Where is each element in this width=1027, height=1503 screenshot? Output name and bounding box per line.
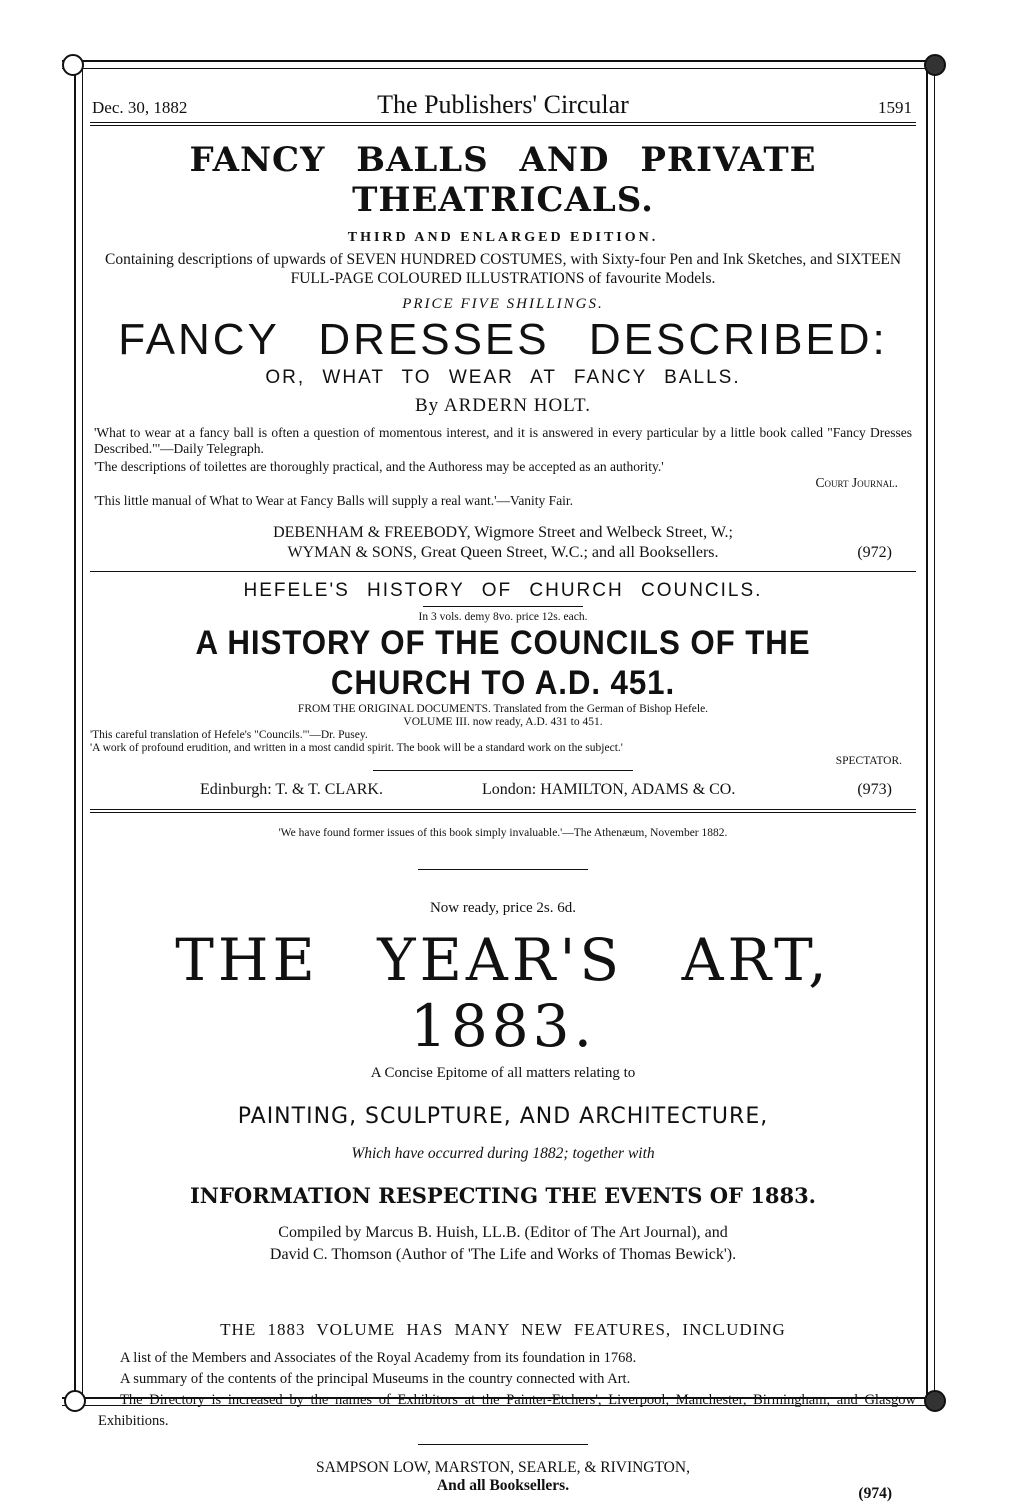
publication-title: The Publishers' Circular (377, 90, 629, 119)
features-heading: THE 1883 VOLUME HAS MANY NEW FEATURES, INCLUDING (220, 1320, 786, 1339)
description: Containing descriptions of upwards of SEVEN HUNDRED COSTUMES, with Sixty-four Pen and Ink Sketches, and SIXTEEN FULL-PAGE COLOURED ILLUSTRATIONS of favourite Models. (104, 251, 902, 287)
divider (90, 122, 916, 126)
divider (423, 606, 583, 607)
book-title: A HISTORY OF THE COUNCILS OF THE CHURCH TO A.D. 451. (195, 624, 811, 702)
advert-church-councils (90, 580, 916, 803)
quote-source: Court Journal. (815, 475, 898, 490)
corner-ornament (64, 1390, 86, 1412)
publisher-line: SAMPSON LOW, MARSTON, SEARLE, & RIVINGTON, (316, 1459, 690, 1476)
border-left (74, 62, 83, 1402)
corner-ornament (924, 54, 946, 76)
compiler-line: Compiled by Marcus B. Huish, LL.B. (Editor of The Art Journal), and (278, 1224, 728, 1241)
running-head (90, 88, 916, 122)
concise-line: A Concise Epitome of all matters relating to (370, 1065, 636, 1081)
border-top (62, 60, 942, 69)
athenaeum-quote: 'We have found former issues of this book simply invaluable.'—The Athenæum, November 1882. (278, 827, 728, 839)
corner-ornament (62, 54, 84, 76)
divider (373, 770, 633, 771)
which-line: Which have occurred during 1882; together with (351, 1145, 655, 1162)
seller-line: WYMAN & SONS, Great Queen Street, W.C.; and all Booksellers. (287, 544, 719, 561)
details-line: FROM THE ORIGINAL DOCUMENTS. Translated from the German of Bishop Hefele. (297, 703, 709, 715)
volumes-line: In 3 vols. demy 8vo. price 12s. each. (418, 611, 588, 623)
feature-item: A list of the Members and Associates of the Royal Academy from its foundation in 1768. (120, 1350, 637, 1366)
book-author: By ARDERN HOLT. (415, 395, 591, 416)
press-quote: 'A work of profound erudition, and written in a most candid spirit. The book will be a standard work on the subject.' (90, 742, 623, 754)
publishers (90, 781, 916, 803)
advert-heading: FANCY BALLS AND PRIVATE THEATRICALS. (189, 140, 817, 220)
border-right (926, 62, 935, 1402)
publisher (90, 1459, 916, 1502)
edition-line: THIRD AND ENLARGED EDITION. (347, 230, 659, 245)
details-line: VOLUME III. now ready, A.D. 431 to 451. (403, 716, 603, 728)
press-quote: 'This careful translation of Hefele's "Councils."'—Dr. Pusey. (90, 729, 368, 741)
book-title: FANCY DRESSES DESCRIBED: (118, 315, 888, 364)
divider (418, 869, 588, 870)
compiler-line: David C. Thomson (Author of 'The Life and Works of Thomas Bewick'). (269, 1246, 737, 1263)
information-line: INFORMATION RESPECTING THE EVENTS OF 1883. (189, 1183, 816, 1208)
price-line: PRICE FIVE SHILLINGS. (402, 296, 604, 312)
book-subtitle: OR, WHAT TO WEAR AT FANCY BALLS. (265, 367, 741, 388)
now-ready-line: Now ready, price 2s. 6d. (429, 900, 577, 916)
divider (418, 1444, 588, 1445)
sellers (90, 523, 916, 563)
features-list (90, 1348, 916, 1432)
publisher-edinburgh: Edinburgh: T. & T. CLARK. (200, 781, 383, 798)
divider (90, 571, 916, 572)
press-quote: 'What to wear at a fancy ball is often a question of momentous interest, and it is answered in every particular by a little book called "Fancy Dresses Described."'—Daily Telegraph. (94, 425, 912, 456)
advert-heading: HEFELE'S HISTORY OF CHURCH COUNCILS. (243, 580, 763, 601)
seller-line: DEBENHAM & FREEBODY, Wigmore Street and Welbeck Street, W.; (273, 524, 733, 541)
compilers (90, 1222, 916, 1266)
divider (90, 809, 916, 813)
advert-fancy-dresses (90, 140, 916, 563)
advert-number: (972) (857, 544, 892, 561)
page-content (90, 88, 916, 1502)
advert-number: (973) (857, 781, 892, 798)
press-quote: 'The descriptions of toilettes are thoroughly practical, and the Authoress may be accepted as an authority.' (94, 459, 664, 474)
press-quotes (90, 425, 916, 509)
advert-number: (974) (858, 1485, 892, 1502)
book-details (90, 703, 916, 768)
feature-item: The Directory is increased by the names of Exhibitors at the Painter-Etchers', Liverpool, Manchester, Birmingham, and Glasgow Exhibitions. (98, 1392, 916, 1429)
issue-date: Dec. 30, 1882 (92, 98, 188, 117)
subjects-line: PAINTING, SCULPTURE, AND ARCHITECTURE, (237, 1104, 769, 1129)
book-title: THE YEAR'S ART, 1883. (175, 926, 831, 1060)
publisher-line: And all Booksellers. (436, 1477, 570, 1494)
publisher-london: London: HAMILTON, ADAMS & CO. (482, 781, 736, 798)
quote-source: SPECTATOR. (835, 755, 902, 767)
press-quote: 'This little manual of What to Wear at Fancy Balls will supply a real want.'—Vanity Fair. (94, 493, 574, 508)
corner-ornament (924, 1390, 946, 1412)
advert-years-art (90, 900, 916, 1502)
page-number: 1591 (878, 98, 912, 117)
feature-item: A summary of the contents of the principal Museums in the country connected with Art. (120, 1371, 631, 1387)
